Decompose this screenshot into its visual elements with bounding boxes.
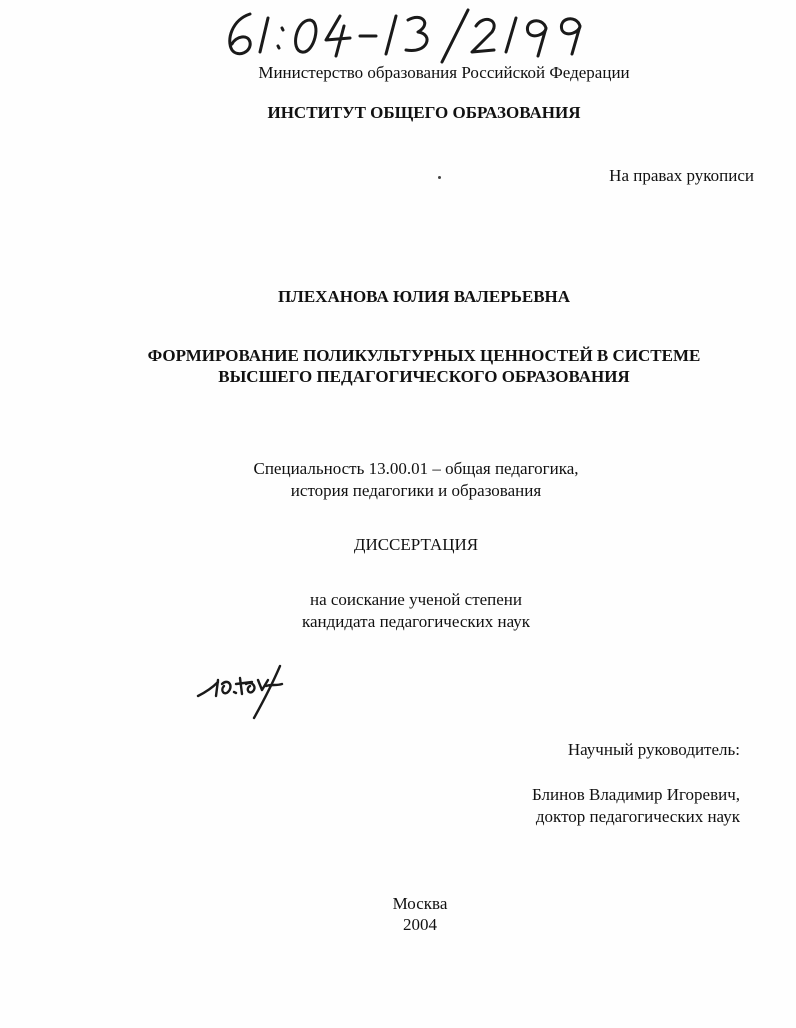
- ministry-name: Министерство образования Российской Федерации: [258, 63, 630, 82]
- rights-note: На правах рукописи: [609, 166, 754, 185]
- handwritten-archive-code: [210, 6, 600, 66]
- degree-line-2: кандидата педагогических наук: [301, 612, 531, 631]
- author-name: ПЛЕХАНОВА ЮЛИЯ ВАЛЕРЬЕВНА: [277, 287, 571, 306]
- advisor-name: Блинов Владимир Игоревич,: [531, 785, 740, 804]
- advisor-degree: доктор педагогических наук: [535, 807, 740, 826]
- specialty-line-2: история педагогики и образования: [290, 481, 542, 500]
- document-type: ДИССЕРТАЦИЯ: [353, 535, 479, 554]
- city: Москва: [392, 894, 448, 913]
- scan-speck: [438, 176, 441, 179]
- handwritten-signature: [196, 662, 288, 722]
- year: 2004: [403, 915, 437, 934]
- institute-name: ИНСТИТУТ ОБЩЕГО ОБРАЗОВАНИЯ: [267, 103, 581, 122]
- dissertation-title-line-1: ФОРМИРОВАНИЕ ПОЛИКУЛЬТУРНЫХ ЦЕННОСТЕЙ В СИСТЕМЕ: [147, 346, 701, 365]
- advisor-label: Научный руководитель:: [567, 740, 740, 759]
- specialty-line-1: Специальность 13.00.01 – общая педагогика,: [253, 459, 579, 478]
- degree-line-1: на соискание ученой степени: [309, 590, 523, 609]
- dissertation-title-line-2: ВЫСШЕГО ПЕДАГОГИЧЕСКОГО ОБРАЗОВАНИЯ: [218, 367, 630, 386]
